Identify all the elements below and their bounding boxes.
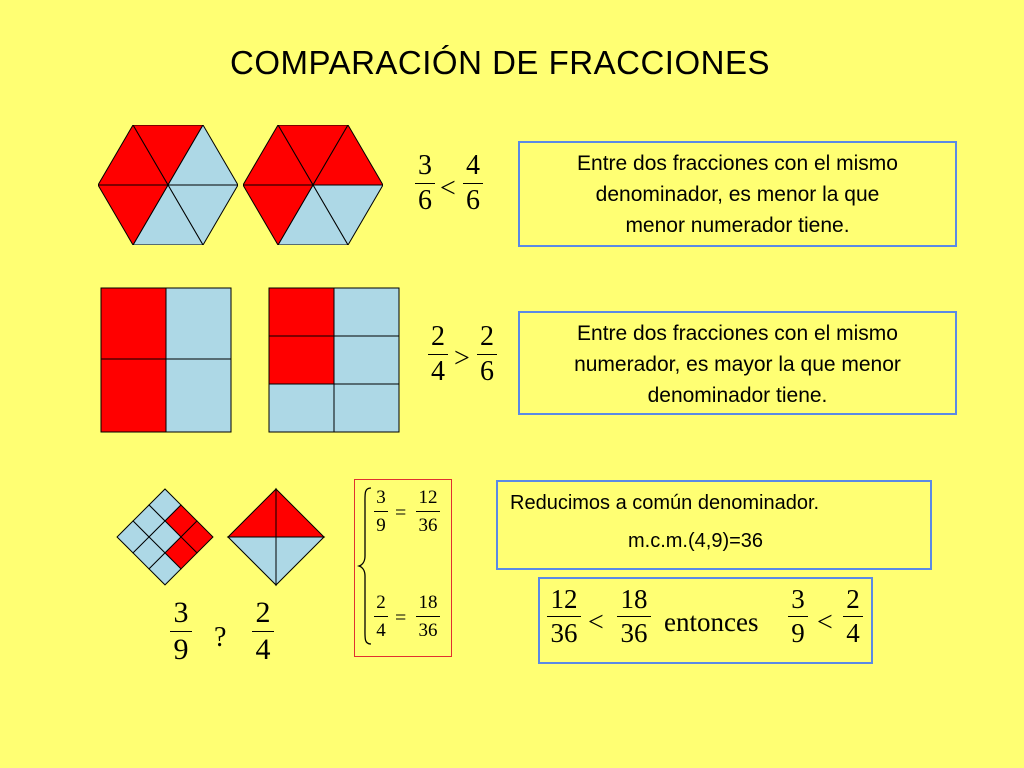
- result-f3-denominator: 9: [791, 618, 805, 648]
- eq1-left-numerator: 3: [376, 487, 386, 508]
- rule1-line3: menor numerador tiene.: [625, 214, 850, 237]
- row2-right-denominator: 6: [480, 356, 494, 387]
- diamond-two-fourths: [226, 487, 326, 587]
- row1-left-fraction: [412, 152, 438, 215]
- result-box: [538, 577, 873, 664]
- rectangle-two-fourths: [100, 287, 232, 433]
- row2-left-numerator: 2: [431, 321, 445, 352]
- eq1-right-denominator: 36: [418, 515, 438, 536]
- eq2-right-fraction: [415, 593, 441, 640]
- rule2-line1: Entre dos fracciones con el mismo: [577, 322, 898, 345]
- result-word-entonces: entonces: [664, 607, 759, 637]
- row3-right-denominator: 4: [255, 633, 271, 666]
- result-operator-1: <: [588, 607, 604, 638]
- rule1-line1: Entre dos fracciones con el mismo: [577, 152, 898, 175]
- result-f1-numerator: 12: [550, 584, 578, 614]
- rule1-line2: denominador, es menor la que: [595, 183, 880, 206]
- row2-operator: >: [454, 343, 470, 374]
- common-denominator-note-box: [496, 480, 932, 570]
- row3-left-fraction: [167, 598, 195, 665]
- page-title: COMPARACIÓN DE FRACCIONES: [230, 44, 770, 81]
- row2-right-fraction: [474, 323, 500, 386]
- rule-same-denominator-box: [518, 141, 957, 247]
- row3-right-fraction: [249, 598, 277, 665]
- left-brace: [357, 486, 373, 646]
- row1-operator: <: [440, 173, 456, 204]
- rule2-line2: numerador, es mayor la que menor: [574, 353, 901, 376]
- result-f4-denominator: 4: [846, 618, 860, 648]
- note-line-2: m.c.m.(4,9)=36: [628, 530, 764, 552]
- rule-same-numerator-box: [518, 311, 957, 415]
- hexagon-four-sixths: [243, 125, 383, 245]
- row3-question-mark: ?: [214, 622, 227, 653]
- row1-right-denominator: 6: [466, 185, 480, 216]
- result-fraction-4: [842, 586, 864, 647]
- row3-left-denominator: 9: [173, 633, 189, 666]
- row1-right-fraction: [460, 152, 486, 215]
- row1-left-denominator: 6: [418, 185, 432, 216]
- diamond-three-ninths: [115, 487, 215, 587]
- eq2-left-numerator: 2: [376, 592, 386, 613]
- row2-right-numerator: 2: [480, 321, 494, 352]
- row1-left-numerator: 3: [418, 150, 432, 181]
- eq2-left-denominator: 4: [376, 620, 386, 641]
- eq1-equals: =: [395, 502, 407, 524]
- result-fraction-3: [787, 586, 809, 647]
- eq2-right-denominator: 36: [418, 620, 438, 641]
- result-f2-numerator: 18: [620, 584, 648, 614]
- eq1-left-fraction: [373, 488, 389, 535]
- eq2-right-numerator: 18: [418, 592, 438, 613]
- equivalence-system-box: [354, 479, 452, 657]
- rectangle-two-sixths: [268, 287, 400, 433]
- eq1-right-fraction: [415, 488, 441, 535]
- eq1-right-numerator: 12: [418, 487, 438, 508]
- result-fraction-1: [546, 586, 582, 647]
- result-operator-2: <: [817, 607, 833, 638]
- eq2-equals: =: [395, 607, 407, 629]
- rule2-line3: denominador tiene.: [647, 384, 828, 407]
- eq1-left-denominator: 9: [376, 515, 386, 536]
- result-f1-denominator: 36: [550, 618, 578, 648]
- row3-right-numerator: 2: [255, 596, 271, 629]
- note-line-1: Reducimos a común denominador.: [510, 492, 820, 514]
- eq2-left-fraction: [373, 593, 389, 640]
- result-f2-denominator: 36: [620, 618, 648, 648]
- row3-left-numerator: 3: [173, 596, 189, 629]
- row2-left-fraction: [425, 323, 451, 386]
- hexagon-three-sixths: [98, 125, 238, 245]
- result-fraction-2: [616, 586, 652, 647]
- row2-left-denominator: 4: [431, 356, 445, 387]
- result-f4-numerator: 2: [846, 584, 860, 614]
- row1-right-numerator: 4: [466, 150, 480, 181]
- result-f3-numerator: 3: [791, 584, 805, 614]
